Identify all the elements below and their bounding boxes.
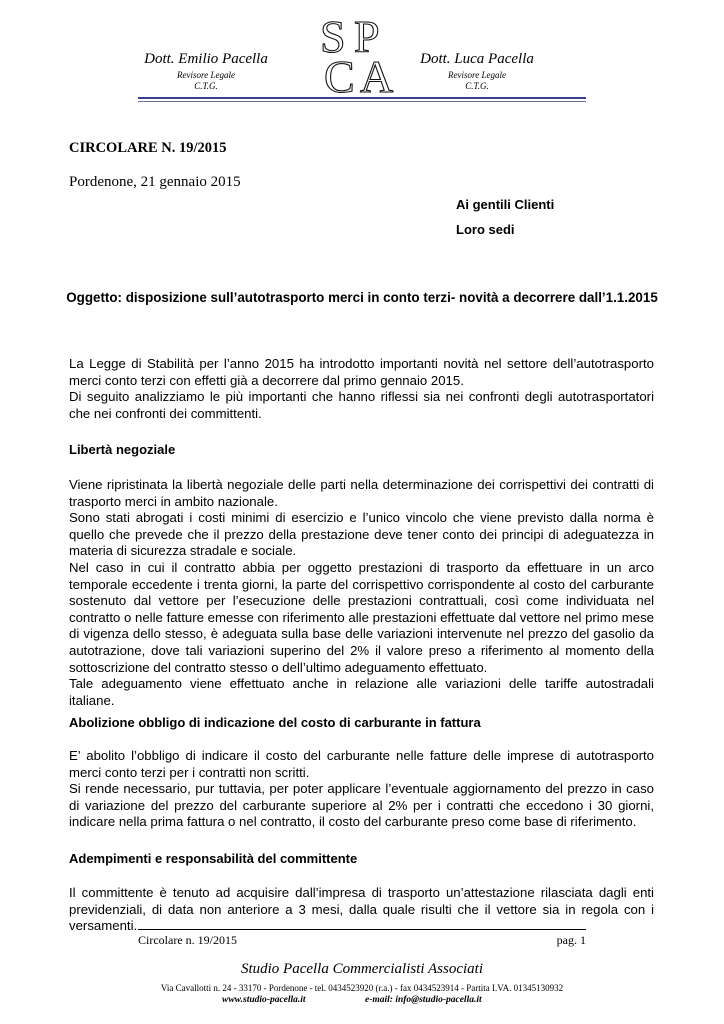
intro-paragraph: La Legge di Stabilità per l’anno 2015 ha introdotto importanti novità nel settore dell’autotrasporto merci conto terzi con effetti già a decorrere dal primo gennaio 2015. <box>69 356 654 388</box>
partner-right-role: Revisore Legale <box>448 70 506 80</box>
svg-text:A: A <box>360 51 394 96</box>
section3-body <box>69 885 654 935</box>
body-paragraph: Viene ripristinata la libertà negoziale delle parti nella determinazione dei corrispettivi dei contratti di trasporto merci in ambito nazionale. <box>69 477 654 509</box>
header-rule <box>138 97 586 99</box>
section-heading: Abolizione obbligo di indicazione del costo di carburante in fattura <box>69 715 481 730</box>
footer-circular: Circolare n. 19/2015 <box>138 933 237 947</box>
body-paragraph: Il committente è tenuto ad acquisire dall’impresa di trasporto un’attestazione rilasciata dagli enti previdenziali, di data non anteriore a 3 mesi, dalla quale risulti che il vettore sia in regola con i versamenti. <box>69 885 654 934</box>
firm-address: Via Cavallotti n. 24 - 33170 - Pordenone - tel. 0434523920 (r.a.) - fax 0434523914 - Partita I.VA. 01345130932 <box>160 983 564 993</box>
recipient-line-1: Ai gentili Clienti <box>456 197 555 212</box>
body-paragraph: Nel caso in cui il contratto abbia per oggetto prestazioni di trasporto da effettuare in un arco temporale eccedente i trenta giorni, la parte del corrispettivo corrispondente al costo del carburante sostenuto dal vettore per l’esecuzione delle prestazioni contrattuali, così come individuata nel contratto o nelle fatture emesse con riferimento alle prestazioni effettuate dal vettore nel primo mese di vigenza dello stesso, è adeguata sulla base delle variazioni intervenute nel prezzo del gasolio da autotrazione, dove tali variazioni superino del 2% il valore preso a riferimento al momento della sottoscrizione del contratto stesso o dell’ultimo adeguamento effettuato. <box>69 559 654 675</box>
body-paragraph: E’ abolito l’obbligo di indicare il costo del carburante nelle fatture delle imprese di autotrasporto merci conto terzi per i contratti non scritti. <box>69 748 654 780</box>
partner-right-name: Dott. Luca Pacella <box>420 51 534 67</box>
section2-body <box>69 748 654 831</box>
section1-body <box>69 477 654 709</box>
footer-rule <box>138 929 586 930</box>
section-heading: Libertà negoziale <box>69 442 176 457</box>
body-paragraph: Sono stati abrogati i costi minimi di esercizio e l’unico vincolo che viene previsto dalla norma è quello che prevede che il prezzo della prestazione deve tener conto dei principi di adeguatezza in materia di sicurezza stradale e sociale. <box>69 510 654 559</box>
section-heading: Adempimenti e responsabilità del committente <box>69 851 358 866</box>
svg-text:S: S <box>320 11 346 62</box>
page-number: pag. 1 <box>556 933 586 947</box>
partner-left-role: Revisore Legale <box>177 70 235 80</box>
recipient-line-2: Loro sedi <box>456 222 515 237</box>
partner-left-credential: C.T.G. <box>194 81 218 91</box>
body-paragraph: Si rende necessario, pur tuttavia, per poter applicare l’eventuale aggiornamento del prezzo in caso di variazione del prezzo del carburante superiore al 2% per i contratti che eccedono i 30 giorni, indicare nella prima fattura o nel contratto, il costo del carburante preso come base di riferimento. <box>69 781 654 830</box>
circular-number: CIRCOLARE N. 19/2015 <box>69 140 227 156</box>
intro-block <box>69 356 654 422</box>
svg-text:P: P <box>354 11 380 62</box>
body-paragraph: Tale adeguamento viene effettuato anche in relazione alle variazioni delle tariffe autostradali italiane. <box>69 676 654 708</box>
subject-line: Oggetto: disposizione sull’autotrasporto merci in conto terzi- novità a decorrere dall’1.1.2015 <box>66 290 658 305</box>
website-link[interactable]: www.studio-pacella.it <box>222 995 306 1005</box>
partner-right-credential: C.T.G. <box>465 81 489 91</box>
partner-left-name: Dott. Emilio Pacella <box>144 51 268 67</box>
place-date: Pordenone, 21 gennaio 2015 <box>69 174 241 190</box>
header-rule-thin <box>138 101 586 102</box>
spca-logo-icon <box>318 8 408 96</box>
firm-name: Studio Pacella Commercialisti Associati <box>240 961 484 977</box>
email-link[interactable]: e-mail: info@studio-pacella.it <box>365 995 482 1005</box>
intro-paragraph: Di seguito analizziamo le più importanti che hanno riflessi sia nei confronti degli autotrasportatori che nei confronti dei committenti. <box>69 389 654 421</box>
svg-text:C: C <box>324 51 355 96</box>
